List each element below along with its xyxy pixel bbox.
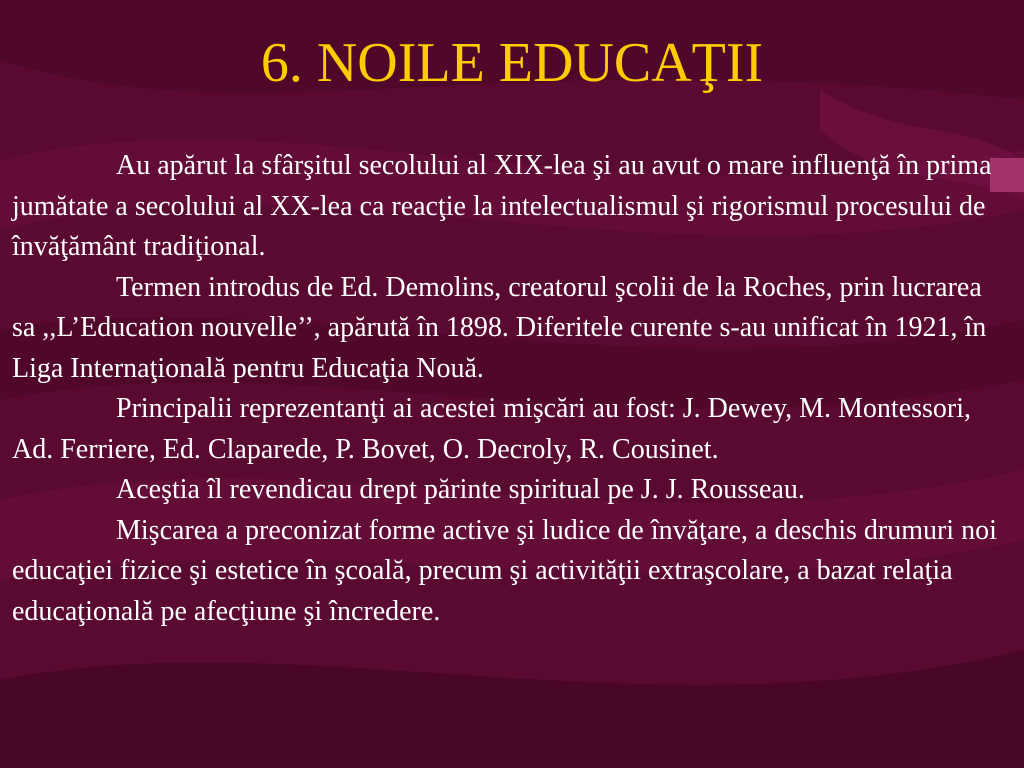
paragraph-origin: Au apărut la sfârşitul secolului al XIX-lea şi au avut o mare influenţă în prima jumătate a secolului al XX-lea ca reacţie la intelectualismul şi rigorismul procesului de învăţământ tradiţional. [12, 150, 992, 262]
paragraph-term: Termen introdus de Ed. Demolins, creatorul şcolii de la Roches, prin lucrarea sa ,,L’Education nouvelle’’, apărută în 1898. Diferitele curente s-au unificat în 1921, în Liga Internaţională pentru Educaţia Nouă. [12, 271, 987, 384]
paragraph-movement: Mişcarea a preconizat forme active şi ludice de învăţare, a deschis drumuri noi educaţiei fizice şi estetice în şcoală, precum şi activităţii extraşcolare, a bazat relaţia educaţională pe afecţiune şi încredere. [12, 514, 997, 627]
paragraph-rousseau: Aceştia îl revendicau drept părinte spiritual pe J. J. Rousseau. [116, 474, 805, 505]
slide-title: 6. NOILE EDUCAŢII [260, 32, 764, 94]
slide-body [12, 146, 1002, 632]
paragraph-representatives: Principalii reprezentanţi ai acestei mişcări au fost: J. Dewey, M. Montessori, Ad. Ferriere, Ed. Claparede, P. Bovet, O. Decroly, R. Cousinet. [12, 393, 972, 465]
